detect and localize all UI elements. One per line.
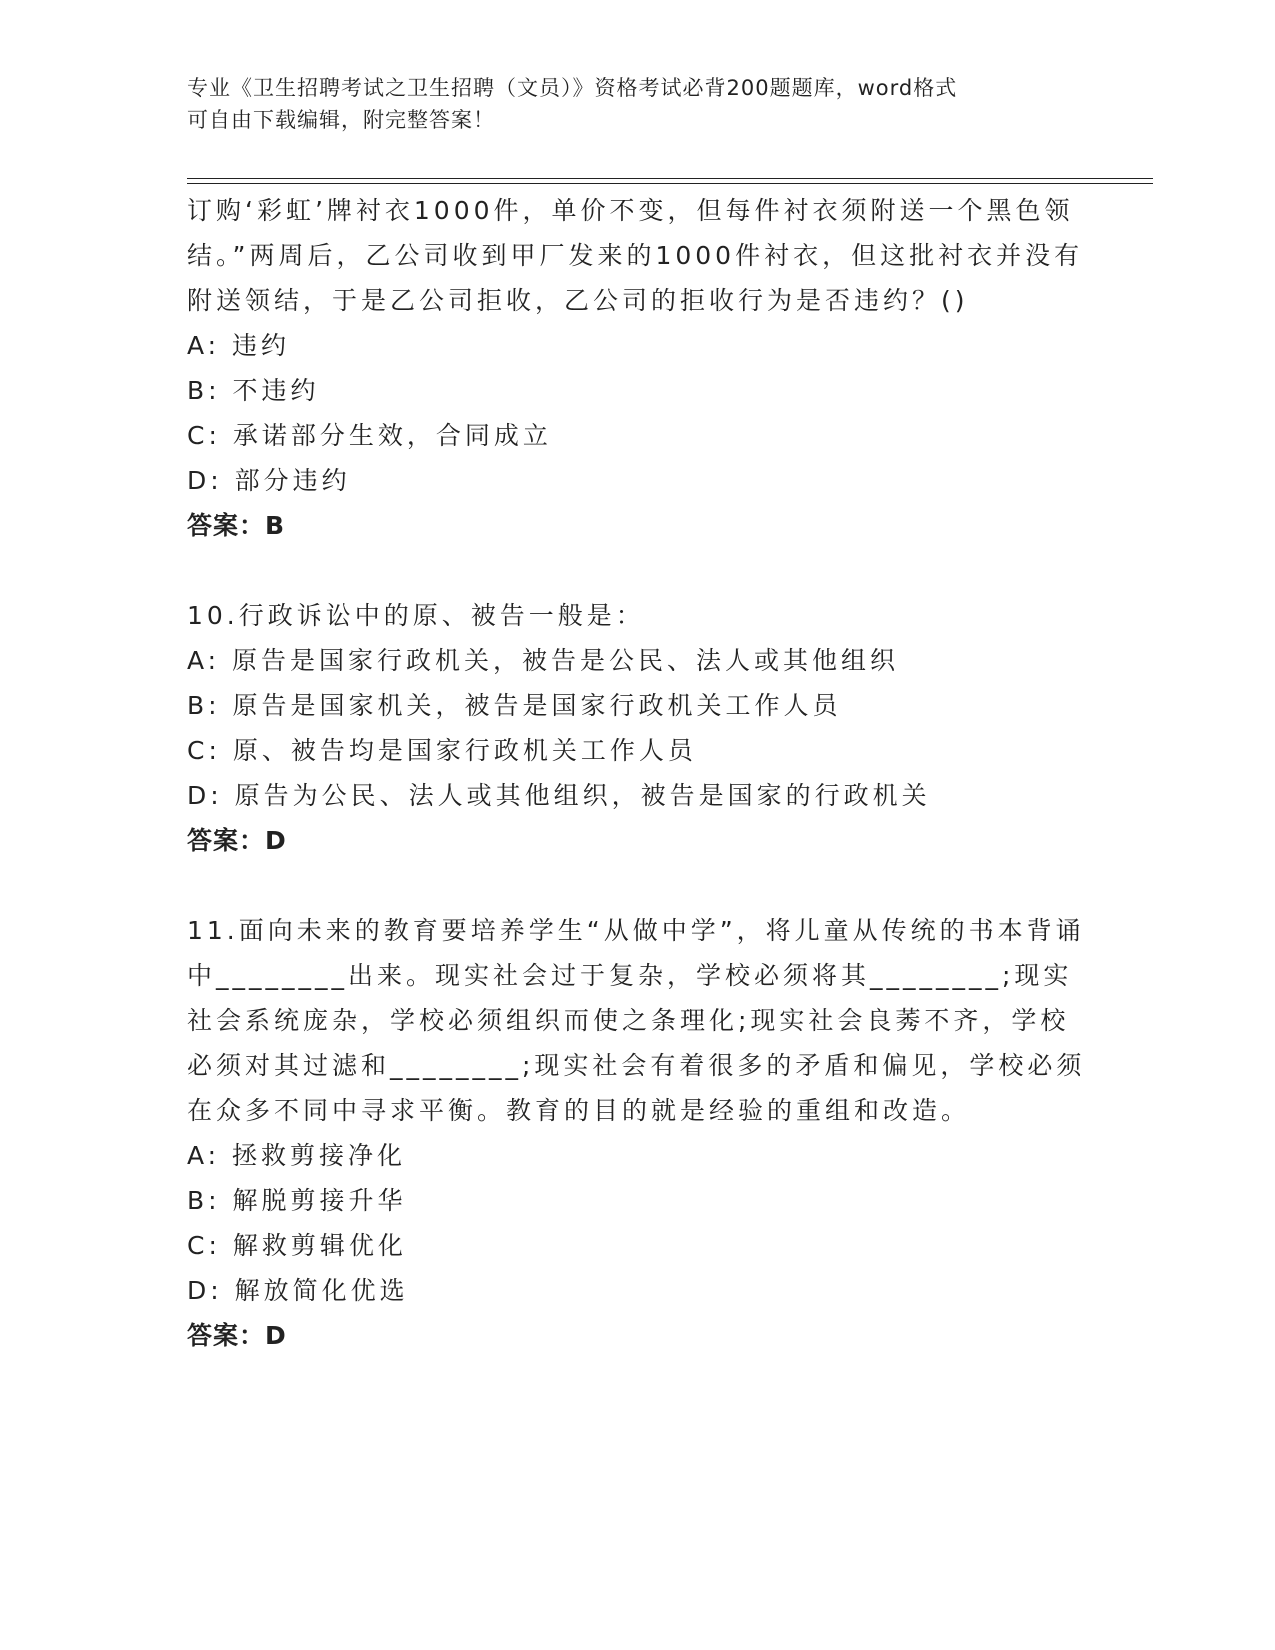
option-c: C: 解救剪辑优化 xyxy=(187,1231,407,1260)
header-title-line-2: 可自由下载编辑，附完整答案！ xyxy=(187,108,495,132)
option-d: D: 原告为公民、法人或其他组织，被告是国家的行政机关 xyxy=(187,781,931,810)
question-10-block xyxy=(187,593,1087,863)
option-b: B: 不违约 xyxy=(187,376,320,405)
option-a: A: 原告是国家行政机关，被告是公民、法人或其他组织 xyxy=(187,646,900,675)
answer-label: 答案：B xyxy=(187,511,286,540)
question-list xyxy=(187,188,1087,1358)
header-title-line-1: 专业《卫生招聘考试之卫生招聘（文员）》资格考试必背200题题库，word格式 xyxy=(187,76,958,100)
answer-label: 答案：D xyxy=(187,1321,287,1350)
question-9-block xyxy=(187,188,1087,548)
option-a: A: 拯救剪接净化 xyxy=(187,1141,407,1170)
answer-label: 答案：D xyxy=(187,826,287,855)
option-d: D: 解放简化优选 xyxy=(187,1276,409,1305)
question-spacer xyxy=(187,548,1087,593)
option-b: B: 解脱剪接升华 xyxy=(187,1186,407,1215)
option-c: C: 原、被告均是国家行政机关工作人员 xyxy=(187,736,697,765)
question-stem: 11.面向未来的教育要培养学生“从做中学”，将儿童从传统的书本背诵中________出来。现实社会过于复杂，学校必须将其________;现实社会系统庞杂，学校必须组织而使之条理化;现实社会良莠不齐，学校必须对其过滤和________;现实社会有着很多的矛盾和偏见，学校必须在众多不同中寻求平衡。教育的目的就是经验的重组和改造。 xyxy=(187,916,1086,1125)
document-header xyxy=(187,72,1087,136)
question-stem: 10.行政诉讼中的原、被告一般是： xyxy=(187,601,645,630)
header-rule-bottom xyxy=(187,183,1153,184)
option-a: A: 违约 xyxy=(187,331,291,360)
question-stem: 订购‘彩虹’牌衬衣1000件，单价不变，但每件衬衣须附送一个黑色领结。”两周后，乙公司收到甲厂发来的1000件衬衣，但这批衬衣并没有附送领结，于是乙公司拒收，乙公司的拒收行为是否违约？() xyxy=(187,196,1084,315)
header-rule-top xyxy=(187,178,1153,179)
option-c: C: 承诺部分生效，合同成立 xyxy=(187,421,552,450)
option-d: D: 部分违约 xyxy=(187,466,351,495)
question-spacer xyxy=(187,863,1087,908)
option-b: B: 原告是国家机关，被告是国家行政机关工作人员 xyxy=(187,691,842,720)
question-11-block xyxy=(187,908,1087,1358)
